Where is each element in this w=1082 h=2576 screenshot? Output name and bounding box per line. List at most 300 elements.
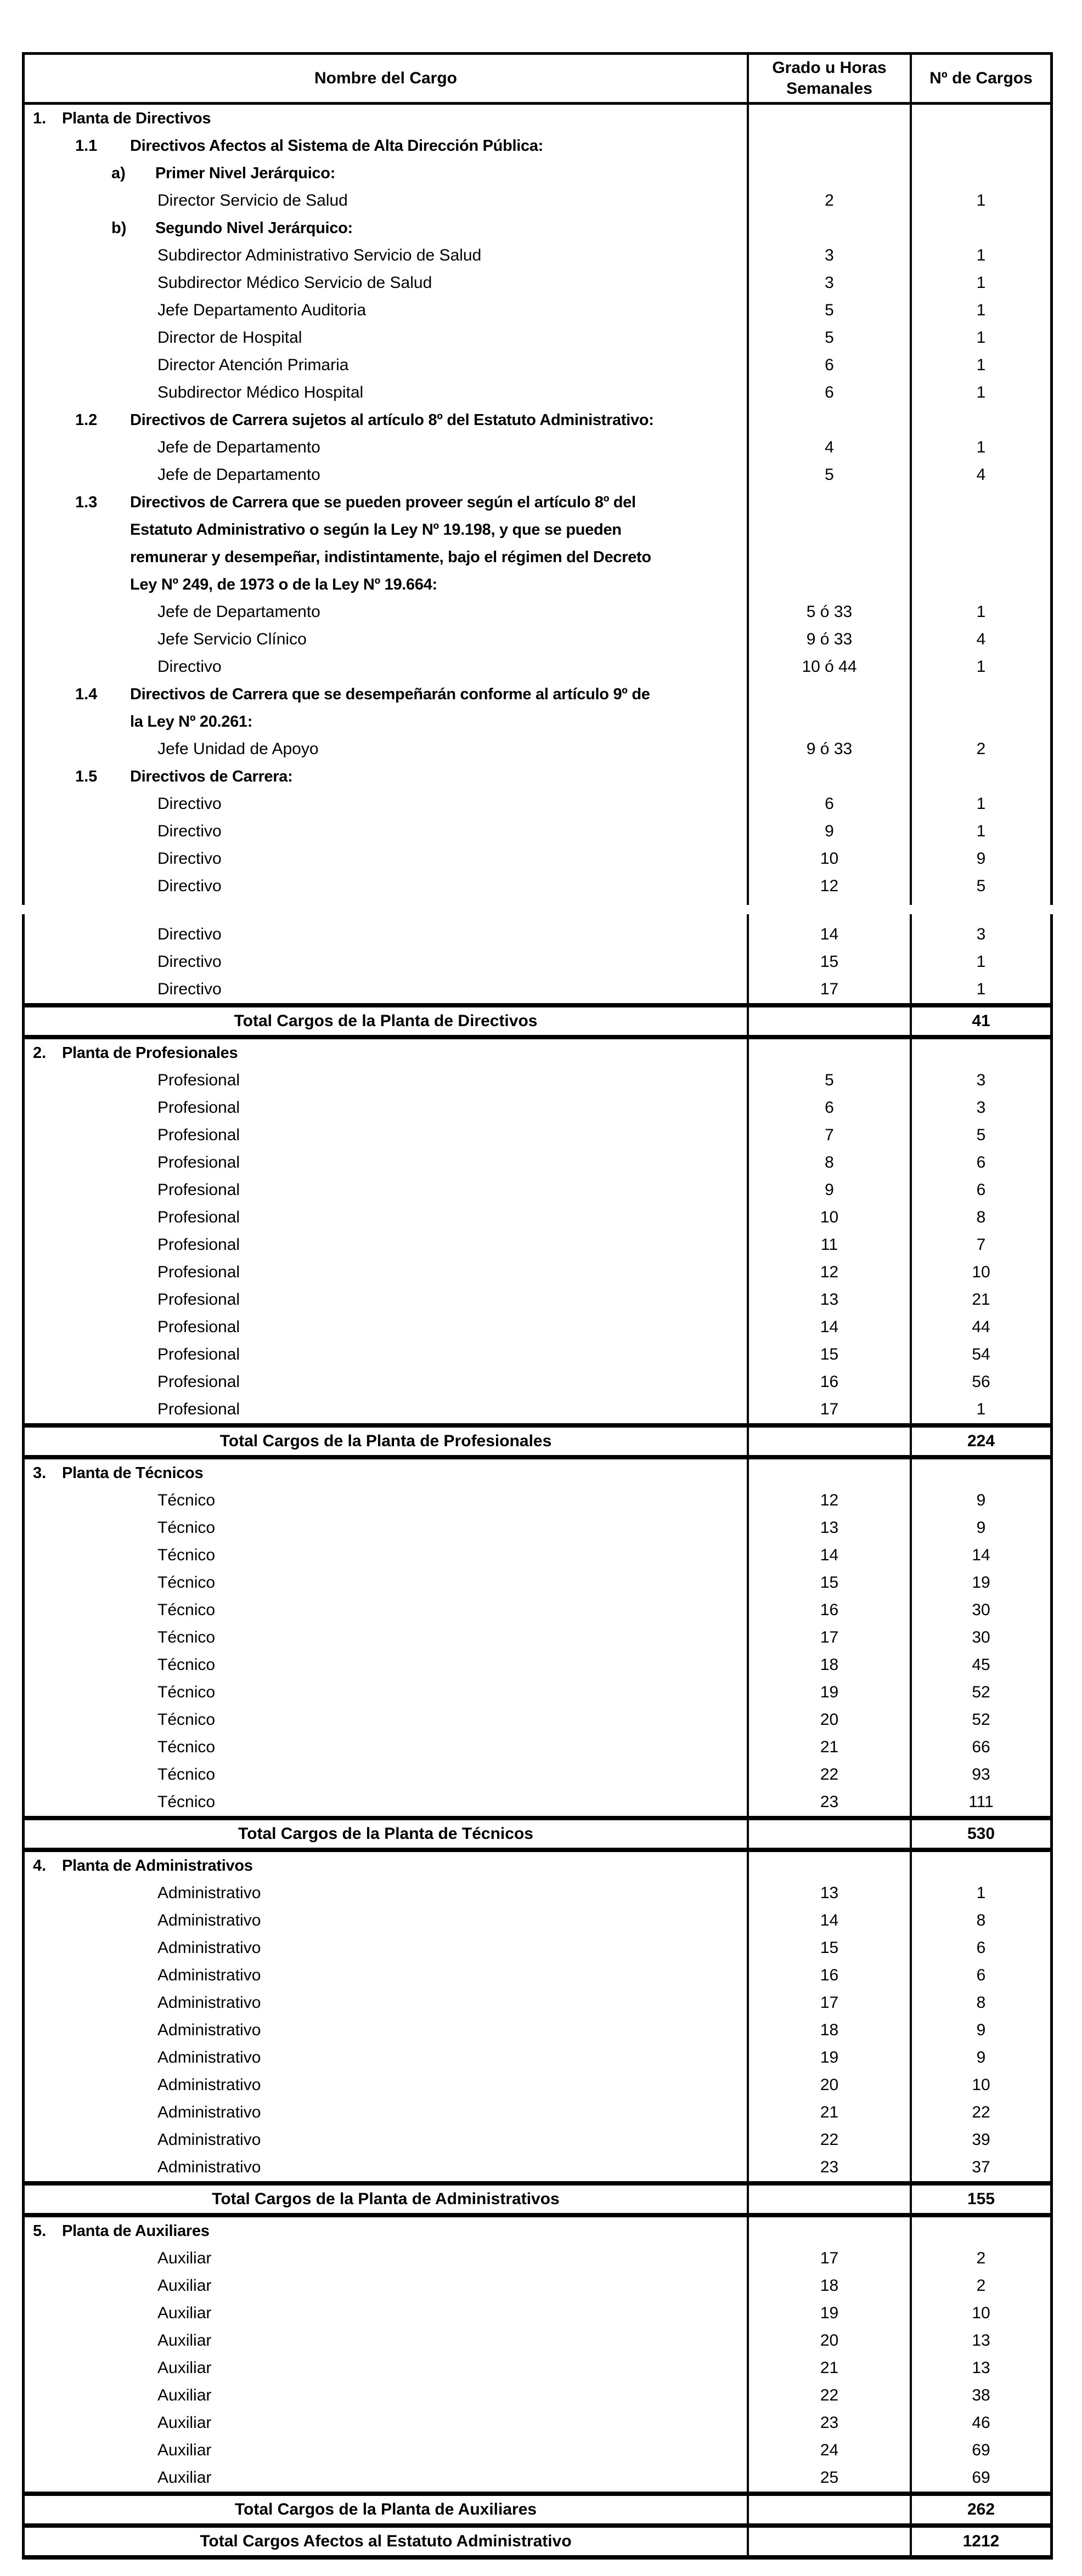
- position-row: [25, 1569, 1050, 1596]
- cargo-cell: [25, 681, 747, 708]
- subsection-row: [25, 543, 1050, 571]
- grado-cell: 2: [747, 187, 910, 214]
- subsection-row: [25, 681, 1050, 708]
- position-row: [25, 2154, 1050, 2181]
- position-row: [25, 1149, 1050, 1176]
- position-row: [25, 1734, 1050, 1761]
- grado-cell: 15: [747, 948, 910, 976]
- position-name: Profesional: [157, 1345, 240, 1363]
- position-name: Técnico: [157, 1793, 216, 1811]
- cargos-count-cell: 5: [910, 1122, 1050, 1149]
- cargo-cell: [25, 1396, 747, 1423]
- grado-cell: [747, 2496, 910, 2523]
- cargo-cell: [25, 790, 747, 818]
- cargos-count-cell: [910, 543, 1050, 571]
- subsection-text: Directivos de Carrera sujetos al artículo 8º del Estatuto Administrativo:: [130, 411, 654, 429]
- position-name: Directivo: [157, 850, 222, 868]
- cargo-cell: [25, 2186, 747, 2213]
- spacer-row: [25, 914, 1050, 921]
- position-row: [25, 1231, 1050, 1259]
- cargo-cell: [25, 1934, 747, 1962]
- cargos-count-cell: [910, 900, 1050, 905]
- position-row: [25, 948, 1050, 976]
- position-row: [25, 845, 1050, 873]
- total-label: Total Cargos Afectos al Estatuto Administrativo: [200, 2532, 572, 2550]
- cargos-count-cell: 93: [910, 1761, 1050, 1788]
- grado-cell: 13: [747, 1286, 910, 1314]
- cargos-count-cell: 13: [910, 2327, 1050, 2354]
- cargos-count-cell: 7: [910, 1231, 1050, 1259]
- total-label: Total Cargos de la Planta de Auxiliares: [234, 2500, 537, 2518]
- cargos-count-cell: 155: [910, 2186, 1050, 2213]
- position-row: [25, 2044, 1050, 2071]
- grado-cell: [747, 516, 910, 543]
- position-row: [25, 1314, 1050, 1341]
- subsection-row: [25, 516, 1050, 543]
- position-name: Director Atención Primaria: [157, 356, 349, 374]
- cargos-count-cell: 69: [910, 2437, 1050, 2464]
- total-label: Total Cargos de la Planta de Profesionales: [219, 1432, 552, 1450]
- cargos-count-cell: 5: [910, 873, 1050, 900]
- grado-cell: 17: [747, 976, 910, 1003]
- cargo-cell: [25, 708, 747, 735]
- cargos-count-cell: 1: [910, 379, 1050, 406]
- header-numero-de-cargos: [910, 55, 1050, 102]
- cargos-count-cell: [910, 571, 1050, 598]
- cargo-cell: [25, 2354, 747, 2382]
- position-row: [25, 1487, 1050, 1514]
- cargo-cell: [25, 1259, 747, 1286]
- position-row: [25, 2126, 1050, 2154]
- cargo-cell: [25, 1651, 747, 1679]
- cargo-cell: [25, 571, 747, 598]
- position-row: [25, 1962, 1050, 1989]
- grado-cell: [747, 1820, 910, 1848]
- subsection-number: 1.5: [75, 768, 98, 785]
- cargos-count-cell: 1: [910, 324, 1050, 352]
- cargo-cell: [25, 1067, 747, 1094]
- cargo-cell: [25, 352, 747, 379]
- grado-cell: 5: [747, 461, 910, 489]
- position-name: Auxiliar: [157, 2304, 212, 2322]
- cargos-count-cell: [910, 489, 1050, 516]
- grado-cell: 11: [747, 1231, 910, 1259]
- cargo-cell: [25, 845, 747, 873]
- grado-cell: 16: [747, 1962, 910, 1989]
- cargo-cell: [25, 818, 747, 845]
- position-row: [25, 269, 1050, 297]
- position-row: [25, 1879, 1050, 1907]
- cargos-count-cell: 1212: [910, 2528, 1050, 2555]
- grado-cell: 9 ó 33: [747, 735, 910, 763]
- position-row: [25, 1651, 1050, 1679]
- cargos-count-cell: 41: [910, 1007, 1050, 1035]
- cargo-cell: [25, 2154, 747, 2181]
- position-name: Auxiliar: [157, 2386, 212, 2404]
- position-row: [25, 1788, 1050, 1816]
- cargo-cell: [25, 1286, 747, 1314]
- grado-cell: 6: [747, 379, 910, 406]
- position-name: Jefe de Departamento: [157, 438, 320, 456]
- cargo-cell: [25, 297, 747, 324]
- cargo-cell: [25, 1879, 747, 1907]
- position-name: Subdirector Administrativo Servicio de Salud: [157, 246, 482, 264]
- grado-cell: 6: [747, 790, 910, 818]
- cargo-cell: [25, 948, 747, 976]
- grado-cell: [747, 763, 910, 790]
- total-row: [25, 2181, 1050, 2213]
- cargos-count-cell: 66: [910, 1734, 1050, 1761]
- position-name: Auxiliar: [157, 2331, 212, 2349]
- grado-cell: 14: [747, 1314, 910, 1341]
- position-row: [25, 1067, 1050, 1094]
- position-row: [25, 1396, 1050, 1423]
- cargo-cell: [25, 653, 747, 681]
- cargo-cell: [25, 900, 747, 905]
- grado-cell: 21: [747, 2354, 910, 2382]
- cargos-count-cell: [910, 763, 1050, 790]
- position-row: [25, 2382, 1050, 2409]
- letter-row: [25, 214, 1050, 242]
- grado-cell: 10: [747, 1204, 910, 1231]
- cargo-cell: [25, 1204, 747, 1231]
- position-row: [25, 379, 1050, 406]
- cargo-cell: [25, 1679, 747, 1706]
- cargo-cell: [25, 1788, 747, 1816]
- cargo-cell: [25, 2409, 747, 2437]
- cargo-cell: [25, 1487, 747, 1514]
- cargo-cell: [25, 2464, 747, 2492]
- letter-title: Primer Nivel Jerárquico:: [155, 165, 336, 182]
- position-name: Profesional: [157, 1126, 240, 1144]
- grado-cell: 7: [747, 1122, 910, 1149]
- cargo-cell: [25, 2300, 747, 2327]
- cargo-cell: [25, 461, 747, 489]
- cargo-cell: [25, 1761, 747, 1788]
- position-name: Directivo: [157, 877, 222, 895]
- cargos-count-cell: 8: [910, 1907, 1050, 1934]
- cargo-cell: [25, 434, 747, 461]
- subsection-text: Directivos Afectos al Sistema de Alta Dirección Pública:: [130, 137, 544, 155]
- position-row: [25, 873, 1050, 900]
- letter-title: Segundo Nivel Jerárquico:: [155, 219, 353, 237]
- position-row: [25, 1907, 1050, 1934]
- cargos-count-cell: [910, 160, 1050, 187]
- section-title: Planta de Administrativos: [62, 1857, 253, 1875]
- cargo-cell: [25, 914, 747, 921]
- grado-cell: 20: [747, 2071, 910, 2099]
- section-row: [25, 1035, 1050, 1067]
- cargos-count-cell: 3: [910, 1067, 1050, 1094]
- position-row: [25, 921, 1050, 948]
- cargo-cell: [25, 242, 747, 269]
- grado-cell: 18: [747, 1651, 910, 1679]
- cargo-cell: [25, 1122, 747, 1149]
- position-name: Directivo: [157, 925, 222, 943]
- position-name: Jefe de Departamento: [157, 603, 320, 621]
- cargo-cell: [25, 160, 747, 187]
- cargos-count-cell: 10: [910, 1259, 1050, 1286]
- cargos-count-cell: 530: [910, 1820, 1050, 1848]
- grado-cell: 12: [747, 1259, 910, 1286]
- subsection-row: [25, 708, 1050, 735]
- position-name: Profesional: [157, 1318, 240, 1336]
- position-name: Subdirector Médico Servicio de Salud: [157, 274, 432, 292]
- grado-cell: 23: [747, 1788, 910, 1816]
- grado-cell: 10: [747, 845, 910, 873]
- table-block-2: [22, 914, 1053, 2560]
- grado-cell: 19: [747, 2044, 910, 2071]
- grado-cell: [747, 543, 910, 571]
- subsection-text: la Ley Nº 20.261:: [130, 713, 253, 731]
- grado-cell: 6: [747, 1094, 910, 1122]
- cargo-cell: [25, 214, 747, 242]
- position-name: Auxiliar: [157, 2469, 212, 2487]
- cargos-count-cell: 19: [910, 1569, 1050, 1596]
- cargos-count-cell: 1: [910, 653, 1050, 681]
- cargo-cell: [25, 1007, 747, 1035]
- cargo-cell: [25, 2071, 747, 2099]
- grado-cell: 16: [747, 1368, 910, 1396]
- cargo-cell: [25, 2017, 747, 2044]
- grado-cell: 20: [747, 2327, 910, 2354]
- cargos-count-cell: [910, 681, 1050, 708]
- position-name: Profesional: [157, 1071, 240, 1089]
- grado-cell: 8: [747, 1149, 910, 1176]
- grado-cell: [747, 681, 910, 708]
- position-name: Técnico: [157, 1765, 216, 1784]
- grado-cell: [747, 132, 910, 160]
- grado-cell: 25: [747, 2464, 910, 2492]
- position-row: [25, 1176, 1050, 1204]
- position-row: [25, 2409, 1050, 2437]
- position-row: [25, 2437, 1050, 2464]
- total-row: [25, 1003, 1050, 1035]
- position-name: Administrativo: [157, 2076, 261, 2094]
- cargos-count-cell: 8: [910, 1989, 1050, 2017]
- grado-cell: [747, 406, 910, 434]
- position-row: [25, 1094, 1050, 1122]
- grado-cell: 6: [747, 352, 910, 379]
- position-row: [25, 352, 1050, 379]
- cargos-count-cell: 46: [910, 2409, 1050, 2437]
- position-name: Profesional: [157, 1373, 240, 1391]
- grado-cell: 15: [747, 1934, 910, 1962]
- position-name: Técnico: [157, 1656, 216, 1674]
- position-row: [25, 1368, 1050, 1396]
- section-title: Planta de Técnicos: [62, 1464, 204, 1482]
- cargos-count-cell: 1: [910, 242, 1050, 269]
- position-row: [25, 2272, 1050, 2300]
- section-row: [25, 1848, 1050, 1879]
- cargos-count-cell: 6: [910, 1176, 1050, 1204]
- grado-cell: [747, 1852, 910, 1879]
- cargo-cell: [25, 2126, 747, 2154]
- grado-cell: 3: [747, 269, 910, 297]
- grado-cell: 4: [747, 434, 910, 461]
- subsection-row: [25, 571, 1050, 598]
- grado-cell: [747, 105, 910, 132]
- subsection-text: remunerar y desempeñar, indistintamente, bajo el régimen del Decreto: [130, 548, 651, 566]
- cargos-count-cell: 111: [910, 1788, 1050, 1816]
- cargos-count-cell: [910, 1039, 1050, 1067]
- grado-cell: 5: [747, 1067, 910, 1094]
- cargos-count-cell: 22: [910, 2099, 1050, 2126]
- subsection-row: [25, 489, 1050, 516]
- cargos-count-cell: 45: [910, 1651, 1050, 1679]
- grado-cell: 10 ó 44: [747, 653, 910, 681]
- cargo-cell: [25, 2437, 747, 2464]
- cargos-count-cell: 4: [910, 461, 1050, 489]
- grado-cell: 17: [747, 1989, 910, 2017]
- header-nombre-del-cargo: [25, 55, 747, 102]
- position-name: Profesional: [157, 1181, 240, 1199]
- position-row: [25, 1706, 1050, 1734]
- grado-cell: 12: [747, 1487, 910, 1514]
- position-row: [25, 818, 1050, 845]
- cargo-cell: [25, 1039, 747, 1067]
- grado-cell: 23: [747, 2154, 910, 2181]
- grado-cell: 14: [747, 1907, 910, 1934]
- subsection-row: [25, 763, 1050, 790]
- position-row: [25, 2071, 1050, 2099]
- position-name: Técnico: [157, 1519, 216, 1537]
- section-number: 3.: [33, 1464, 47, 1482]
- grado-cell: 16: [747, 1596, 910, 1624]
- cargos-count-cell: 9: [910, 2044, 1050, 2071]
- cargos-count-cell: 21: [910, 1286, 1050, 1314]
- cargo-cell: [25, 1094, 747, 1122]
- position-row: [25, 1679, 1050, 1706]
- cargos-count-cell: 224: [910, 1428, 1050, 1455]
- cargo-cell: [25, 2044, 747, 2071]
- position-row: [25, 2245, 1050, 2272]
- total-row: [25, 1816, 1050, 1848]
- position-row: [25, 1259, 1050, 1286]
- position-name: Administrativo: [157, 2158, 261, 2176]
- cargos-count-cell: 10: [910, 2071, 1050, 2099]
- cargo-cell: [25, 1989, 747, 2017]
- table-header-row: [25, 55, 1050, 105]
- position-row: [25, 187, 1050, 214]
- position-row: [25, 2464, 1050, 2492]
- cargos-count-cell: 1: [910, 187, 1050, 214]
- cargos-count-cell: [910, 516, 1050, 543]
- cargos-count-cell: 39: [910, 2126, 1050, 2154]
- cargo-cell: [25, 2496, 747, 2523]
- grado-cell: 12: [747, 873, 910, 900]
- cargos-count-cell: 30: [910, 1596, 1050, 1624]
- grado-cell: 9: [747, 818, 910, 845]
- grado-cell: 18: [747, 2017, 910, 2044]
- cargos-count-cell: [910, 1852, 1050, 1879]
- grado-cell: 5: [747, 297, 910, 324]
- position-name: Técnico: [157, 1573, 216, 1592]
- position-name: Jefe Departamento Auditoria: [157, 301, 367, 319]
- total-row: [25, 2492, 1050, 2523]
- cargo-cell: [25, 1231, 747, 1259]
- grado-cell: [747, 900, 910, 905]
- position-name: Directivo: [157, 953, 222, 971]
- cargos-count-cell: 4: [910, 626, 1050, 653]
- section-number: 4.: [33, 1857, 47, 1875]
- cargo-cell: [25, 269, 747, 297]
- total-label: Total Cargos de la Planta de Directivos: [234, 1012, 538, 1030]
- position-name: Director Servicio de Salud: [157, 191, 348, 210]
- cargos-count-cell: 1: [910, 269, 1050, 297]
- position-name: Profesional: [157, 1099, 240, 1117]
- position-name: Profesional: [157, 1400, 240, 1418]
- grado-cell: [747, 2186, 910, 2213]
- position-name: Profesional: [157, 1153, 240, 1171]
- grado-cell: [747, 1039, 910, 1067]
- position-row: [25, 324, 1050, 352]
- cargo-cell: [25, 1907, 747, 1934]
- cargo-cell: [25, 921, 747, 948]
- cargos-count-cell: [910, 105, 1050, 132]
- grado-cell: [747, 1459, 910, 1487]
- grado-cell: [747, 489, 910, 516]
- cargo-cell: [25, 132, 747, 160]
- position-row: [25, 1204, 1050, 1231]
- position-row: [25, 2017, 1050, 2044]
- cargo-cell: [25, 489, 747, 516]
- grado-cell: 23: [747, 2409, 910, 2437]
- header-grado-u-horas: [747, 55, 910, 102]
- cargos-count-cell: 8: [910, 1204, 1050, 1231]
- cargos-count-cell: [910, 406, 1050, 434]
- grado-cell: 13: [747, 1514, 910, 1542]
- cargos-count-cell: 1: [910, 948, 1050, 976]
- grado-cell: [747, 1428, 910, 1455]
- section-number: 5.: [33, 2222, 47, 2240]
- cargo-cell: [25, 1596, 747, 1624]
- position-row: [25, 297, 1050, 324]
- total-label: Total Cargos de la Planta de Técnicos: [238, 1825, 533, 1843]
- position-row: [25, 2099, 1050, 2126]
- cargos-count-cell: 3: [910, 1094, 1050, 1122]
- header-label: Nombre del Cargo: [314, 69, 458, 87]
- cargos-count-cell: 1: [910, 790, 1050, 818]
- table-block-1: [22, 52, 1053, 905]
- cargos-count-cell: 10: [910, 2300, 1050, 2327]
- position-name: Auxiliar: [157, 2277, 212, 2295]
- cargo-cell: [25, 187, 747, 214]
- grado-cell: [747, 1007, 910, 1035]
- grado-cell: 17: [747, 1396, 910, 1423]
- cargo-cell: [25, 1542, 747, 1569]
- grado-cell: 19: [747, 2300, 910, 2327]
- cargo-cell: [25, 1176, 747, 1204]
- cargos-count-cell: 1: [910, 1879, 1050, 1907]
- position-name: Directivo: [157, 658, 222, 676]
- position-name: Administrativo: [157, 1884, 261, 1902]
- cargo-cell: [25, 2327, 747, 2354]
- grado-cell: [747, 2528, 910, 2555]
- cargo-table: [22, 52, 1053, 2560]
- grado-cell: 9 ó 33: [747, 626, 910, 653]
- grado-cell: [747, 708, 910, 735]
- cargo-cell: [25, 1820, 747, 1848]
- grado-cell: [747, 914, 910, 921]
- grado-cell: 5: [747, 324, 910, 352]
- cargo-cell: [25, 1314, 747, 1341]
- cargo-cell: [25, 1341, 747, 1368]
- position-row: [25, 1341, 1050, 1368]
- subsection-text: Directivos de Carrera que se desempeñarán conforme al artículo 9º de: [130, 686, 650, 703]
- cargos-count-cell: 9: [910, 2017, 1050, 2044]
- position-name: Técnico: [157, 1711, 216, 1729]
